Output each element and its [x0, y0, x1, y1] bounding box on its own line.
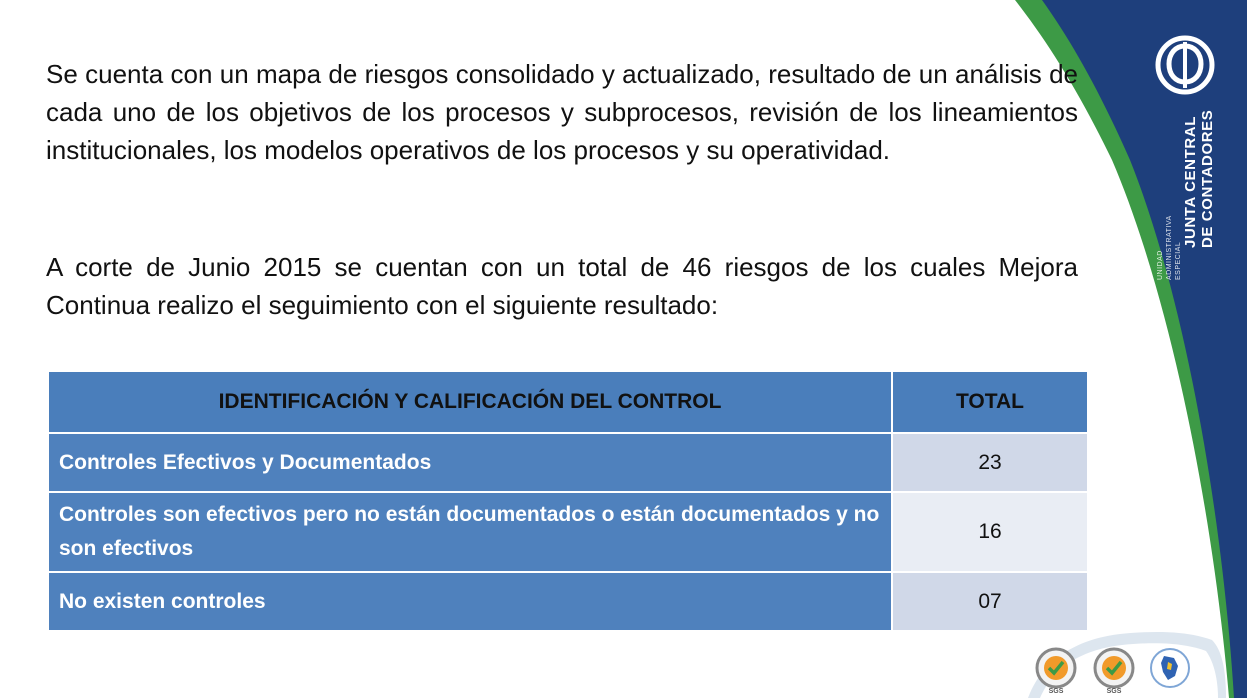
- row-total: 07: [892, 572, 1088, 631]
- brand-logo-block: [1148, 30, 1238, 280]
- header-total: TOTAL: [892, 371, 1088, 433]
- brand-subtitle: [1156, 180, 1183, 280]
- brand-subtitle-line-3: ESPECIAL: [1175, 241, 1182, 280]
- brand-title-line-2: DE CONTADORES: [1199, 109, 1216, 248]
- table-row: [48, 492, 1088, 572]
- colombia-map-seal-icon: [1148, 646, 1192, 690]
- jcc-logo-icon: [1154, 34, 1216, 96]
- row-label: Controles Efectivos y Documentados: [48, 433, 892, 492]
- table-header-row: [48, 371, 1088, 433]
- sgs-certification-icon: [1034, 646, 1078, 690]
- seal-label-1: SGS: [1048, 688, 1064, 695]
- row-label: No existen controles: [48, 572, 892, 631]
- table-row: [48, 572, 1088, 631]
- control-results-table: [47, 370, 1089, 632]
- seal-label-2: SGS: [1106, 688, 1122, 695]
- brand-title-line-1: JUNTA CENTRAL: [1182, 116, 1199, 248]
- brand-title: [1182, 108, 1216, 248]
- brand-subtitle-line-2: ADMINISTRATIVA: [1166, 215, 1173, 280]
- row-total: 23: [892, 433, 1088, 492]
- row-total: 16: [892, 492, 1088, 572]
- risk-summary-paragraph: A corte de Junio 2015 se cuentan con un total de 46 riesgos de los cuales Mejora Continua realizo el seguimiento con el siguiente resultado:: [46, 252, 1078, 320]
- intro-paragraph: Se cuenta con un mapa de riesgos consolidado y actualizado, resultado de un análisis de cada uno de los objetivos de los procesos y subprocesos, revisión de los lineamientos institucionales, los modelos operativos de los procesos y su operatividad.: [46, 59, 1078, 165]
- sgs-certification-icon: [1092, 646, 1136, 690]
- row-label: Controles son efectivos pero no están documentados o están documentados y no son efectivos: [48, 492, 892, 572]
- header-control-identification: IDENTIFICACIÓN Y CALIFICACIÓN DEL CONTROL: [48, 371, 892, 433]
- certification-seals: [1020, 632, 1200, 698]
- brand-subtitle-line-1: UNIDAD: [1157, 250, 1164, 280]
- table-row: [48, 433, 1088, 492]
